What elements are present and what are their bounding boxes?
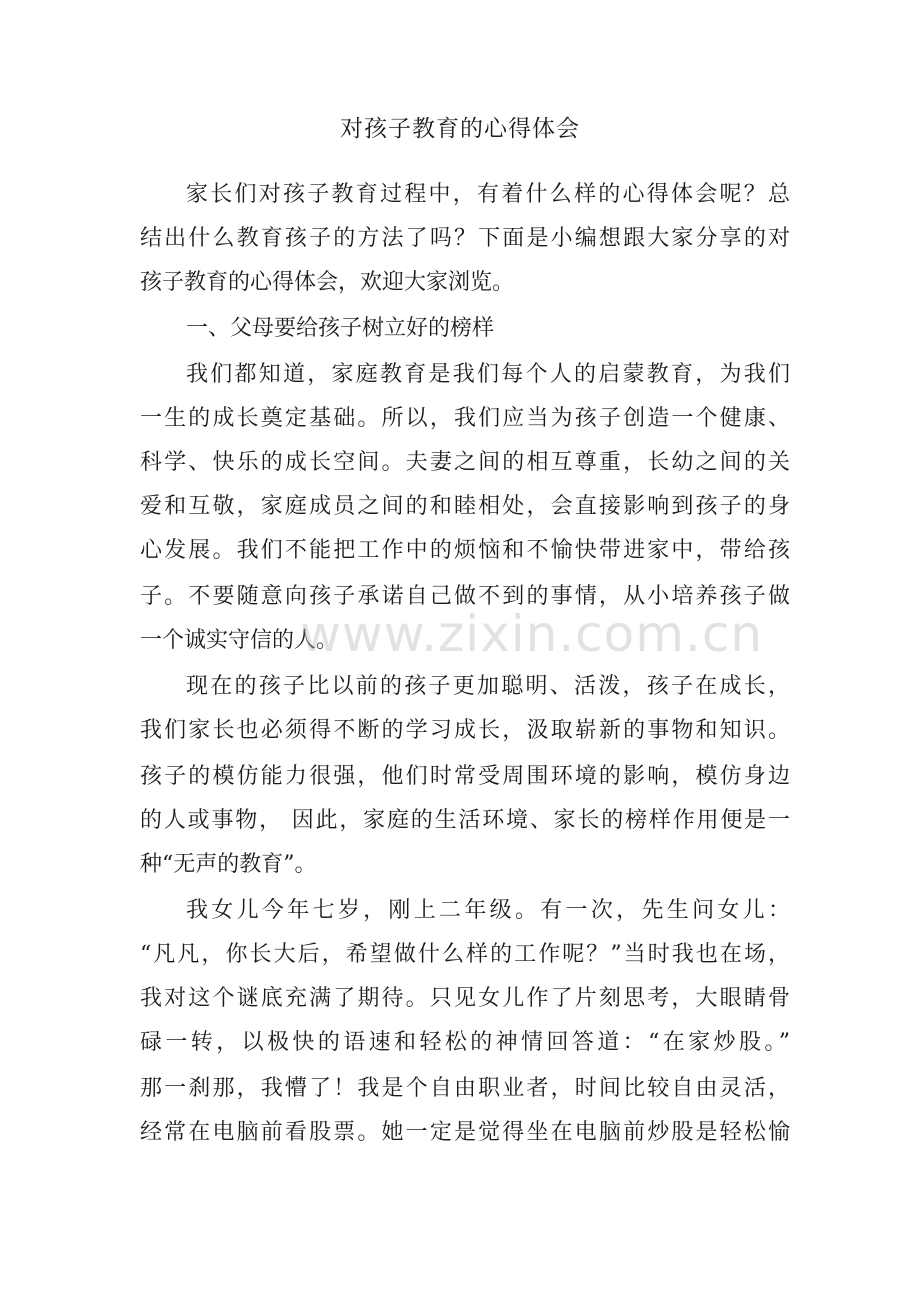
- text-line: 孩子教育的心得体会，欢迎大家浏览。: [140, 270, 515, 295]
- text-line: 心发展。我们不能把工作中的烦恼和不愉快带进家中，带给孩: [140, 538, 790, 563]
- text-line: 种“无声的教育”。: [140, 852, 317, 877]
- text-line: 子。不要随意向孩子承诺自己做不到的事情，从小培养孩子做: [140, 584, 790, 609]
- watermark-text: www.zixin.com.cn: [300, 605, 764, 663]
- text-line: 我们都知道，家庭教育是我们每个人的启蒙教育，为我们: [186, 362, 790, 387]
- text-line: 家长们对孩子教育过程中，有着什么样的心得体会呢？总: [186, 182, 790, 207]
- text-line: 那一刹那，我懵了！我是个自由职业者，时间比较自由灵活，: [140, 1076, 790, 1101]
- text-line: 现在的孩子比以前的孩子更加聪明、活泼，孩子在成长，: [186, 674, 790, 699]
- document-title: 对孩子教育的心得体会: [340, 116, 580, 142]
- text-line: 的人或事物， 因此，家庭的生活环境、家长的榜样作用便是一: [140, 808, 790, 833]
- text-line: 我女儿今年七岁，刚上二年级。有一次，先生问女儿：: [186, 898, 790, 923]
- text-line: 经常在电脑前看股票。她一定是觉得坐在电脑前炒股是轻松愉: [140, 1120, 790, 1145]
- text-line: 一生的成长奠定基础。所以，我们应当为孩子创造一个健康、: [140, 406, 790, 431]
- text-line: 碌一转，以极快的语速和轻松的神情回答道：“在家炒股。”: [140, 1030, 790, 1055]
- text-line: “凡凡，你长大后，希望做什么样的工作呢？”当时我也在场，: [140, 942, 790, 967]
- text-line: 我对这个谜底充满了期待。只见女儿作了片刻思考，大眼睛骨: [140, 986, 790, 1011]
- text-line: 一个诚实守信的人。: [140, 628, 339, 653]
- text-line: 爱和互敬，家庭成员之间的和睦相处，会直接影响到孩子的身: [140, 494, 790, 519]
- text-line: 孩子的模仿能力很强，他们时常受周围环境的影响，模仿身边: [140, 764, 790, 789]
- text-line: 我们家长也必须得不断的学习成长，汲取崭新的事物和知识。: [140, 718, 790, 743]
- text-line: 结出什么教育孩子的方法了吗？下面是小编想跟大家分享的对: [140, 226, 790, 251]
- text-line: 科学、快乐的成长空间。夫妻之间的相互尊重，长幼之间的关: [140, 450, 790, 475]
- section-heading: 一、父母要给孩子树立好的榜样: [186, 316, 495, 341]
